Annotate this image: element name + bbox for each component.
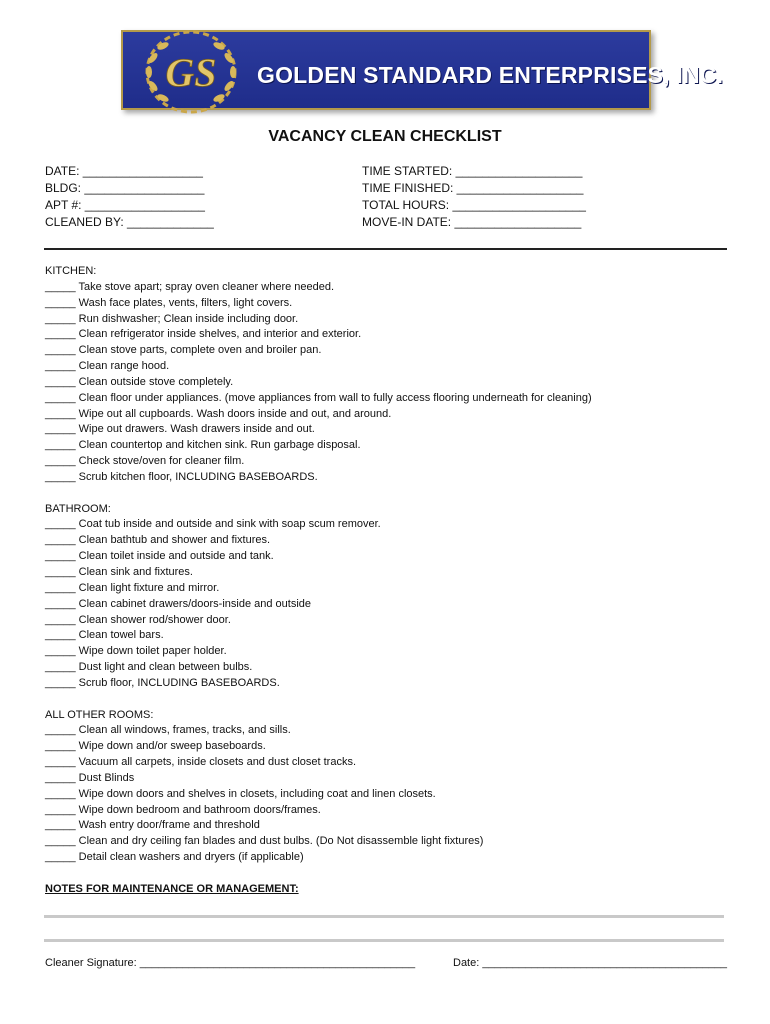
checklist-item: _____ Clean all windows, frames, tracks, and sills. <box>45 724 291 737</box>
checklist-item: _____ Clean refrigerator inside shelves, and interior and exterior. <box>45 328 362 341</box>
checklist-item: _____ Coat tub inside and outside and sink with soap scum remover. <box>45 518 381 531</box>
checklist-item: _____ Clean toilet inside and outside and tank. <box>45 550 274 563</box>
other-rooms-section <box>45 708 592 866</box>
checklist-item: _____ Clean and dry ceiling fan blades and dust bulbs. (Do Not disassemble light fixtures) <box>45 835 484 848</box>
cleaner-signature-field[interactable]: Cleaner Signature: _____________________________________________ <box>45 957 416 969</box>
time-finished-field: TIME FINISHED: ___________________ <box>362 181 584 195</box>
cleaned-by-field: CLEANED BY: _____________ <box>45 215 214 229</box>
checklist-item: _____ Take stove apart; spray oven cleaner where needed. <box>45 280 335 293</box>
checklist-item: _____ Wipe down doors and shelves in closets, including coat and linen closets. <box>45 787 436 800</box>
checklist-item: _____ Wipe out drawers. Wash drawers inside and out. <box>45 423 315 436</box>
header-left-fields <box>45 163 214 231</box>
checklist-item: _____ Clean stove parts, complete oven and broiler pan. <box>45 344 322 357</box>
header-right-fields <box>362 163 586 231</box>
checklist-item: _____ Wash face plates, vents, filters, light covers. <box>45 296 293 309</box>
checklist-item: _____ Wipe down and/or sweep baseboards. <box>45 740 266 753</box>
kitchen-section <box>45 264 592 486</box>
checklist-item: _____ Check stove/oven for cleaner film. <box>45 455 245 468</box>
apt-field: APT #: __________________ <box>45 198 205 212</box>
checklist-item: _____ Wipe down toilet paper holder. <box>45 645 227 658</box>
bathroom-section <box>45 502 592 692</box>
company-logo-banner <box>121 30 724 110</box>
notes-heading: NOTES FOR MAINTENANCE OR MANAGEMENT: <box>45 882 299 895</box>
checklist-item: _____ Clean floor under appliances. (move appliances from wall to fully access flooring underneath for cleaning) <box>45 391 592 404</box>
checklist-item: _____ Clean towel bars. <box>45 629 164 642</box>
date-field: DATE: __________________ <box>45 164 203 178</box>
notes-line[interactable] <box>44 915 724 918</box>
checklist-item: _____ Dust light and clean between bulbs. <box>45 661 253 674</box>
checklist-item: _____ Detail clean washers and dryers (if applicable) <box>45 851 304 864</box>
svg-text:GS: GS <box>165 50 217 95</box>
move-in-date-field: MOVE-IN DATE: ___________________ <box>362 215 582 229</box>
checklist-item: _____ Wipe down bedroom and bathroom doors/frames. <box>45 803 321 816</box>
checklist-item: _____ Wipe out all cupboards. Wash doors inside and out, and around. <box>45 407 392 420</box>
checklist-item: _____ Scrub kitchen floor, INCLUDING BASEBOARDS. <box>45 470 318 483</box>
checklist-item: _____ Dust Blinds <box>45 771 135 784</box>
signature-date-field[interactable]: Date: ________________________________________ <box>453 957 728 969</box>
checklist-item: _____ Clean range hood. <box>45 360 170 373</box>
checklist-item: _____ Clean bathtub and shower and fixtures. <box>45 534 271 547</box>
checklist-item: _____ Run dishwasher; Clean inside including door. <box>45 312 299 325</box>
notes-line[interactable] <box>44 939 724 942</box>
total-hours-field: TOTAL HOURS: ____________________ <box>362 198 586 212</box>
checklist-item: _____ Clean light fixture and mirror. <box>45 581 220 594</box>
company-name: GOLDEN STANDARD ENTERPRISES, INC. <box>257 62 724 88</box>
checklist-item: _____ Vacuum all carpets, inside closets and dust closet tracks. <box>45 756 357 769</box>
laurel-monogram-icon <box>131 28 251 116</box>
checklist-item: _____ Clean cabinet drawers/doors-inside and outside <box>45 597 312 610</box>
checklist-item: _____ Clean countertop and kitchen sink. Run garbage disposal. <box>45 439 361 452</box>
checklist-item: _____ Wash entry door/frame and threshold <box>45 819 260 832</box>
section-heading: ALL OTHER ROOMS: <box>45 708 154 721</box>
page-title: VACANCY CLEAN CHECKLIST <box>268 128 502 145</box>
checklist-item: _____ Clean outside stove completely. <box>45 375 234 388</box>
section-heading: KITCHEN: <box>45 265 97 277</box>
checklist-item: _____ Clean sink and fixtures. <box>45 565 193 578</box>
bldg-field: BLDG: __________________ <box>45 181 205 195</box>
time-started-field: TIME STARTED: ___________________ <box>362 164 583 178</box>
checklist-item: _____ Scrub floor, INCLUDING BASEBOARDS. <box>45 676 280 689</box>
checklist-body <box>45 264 592 898</box>
header-divider <box>44 248 727 250</box>
checklist-item: _____ Clean shower rod/shower door. <box>45 613 231 626</box>
section-heading: BATHROOM: <box>45 502 111 515</box>
